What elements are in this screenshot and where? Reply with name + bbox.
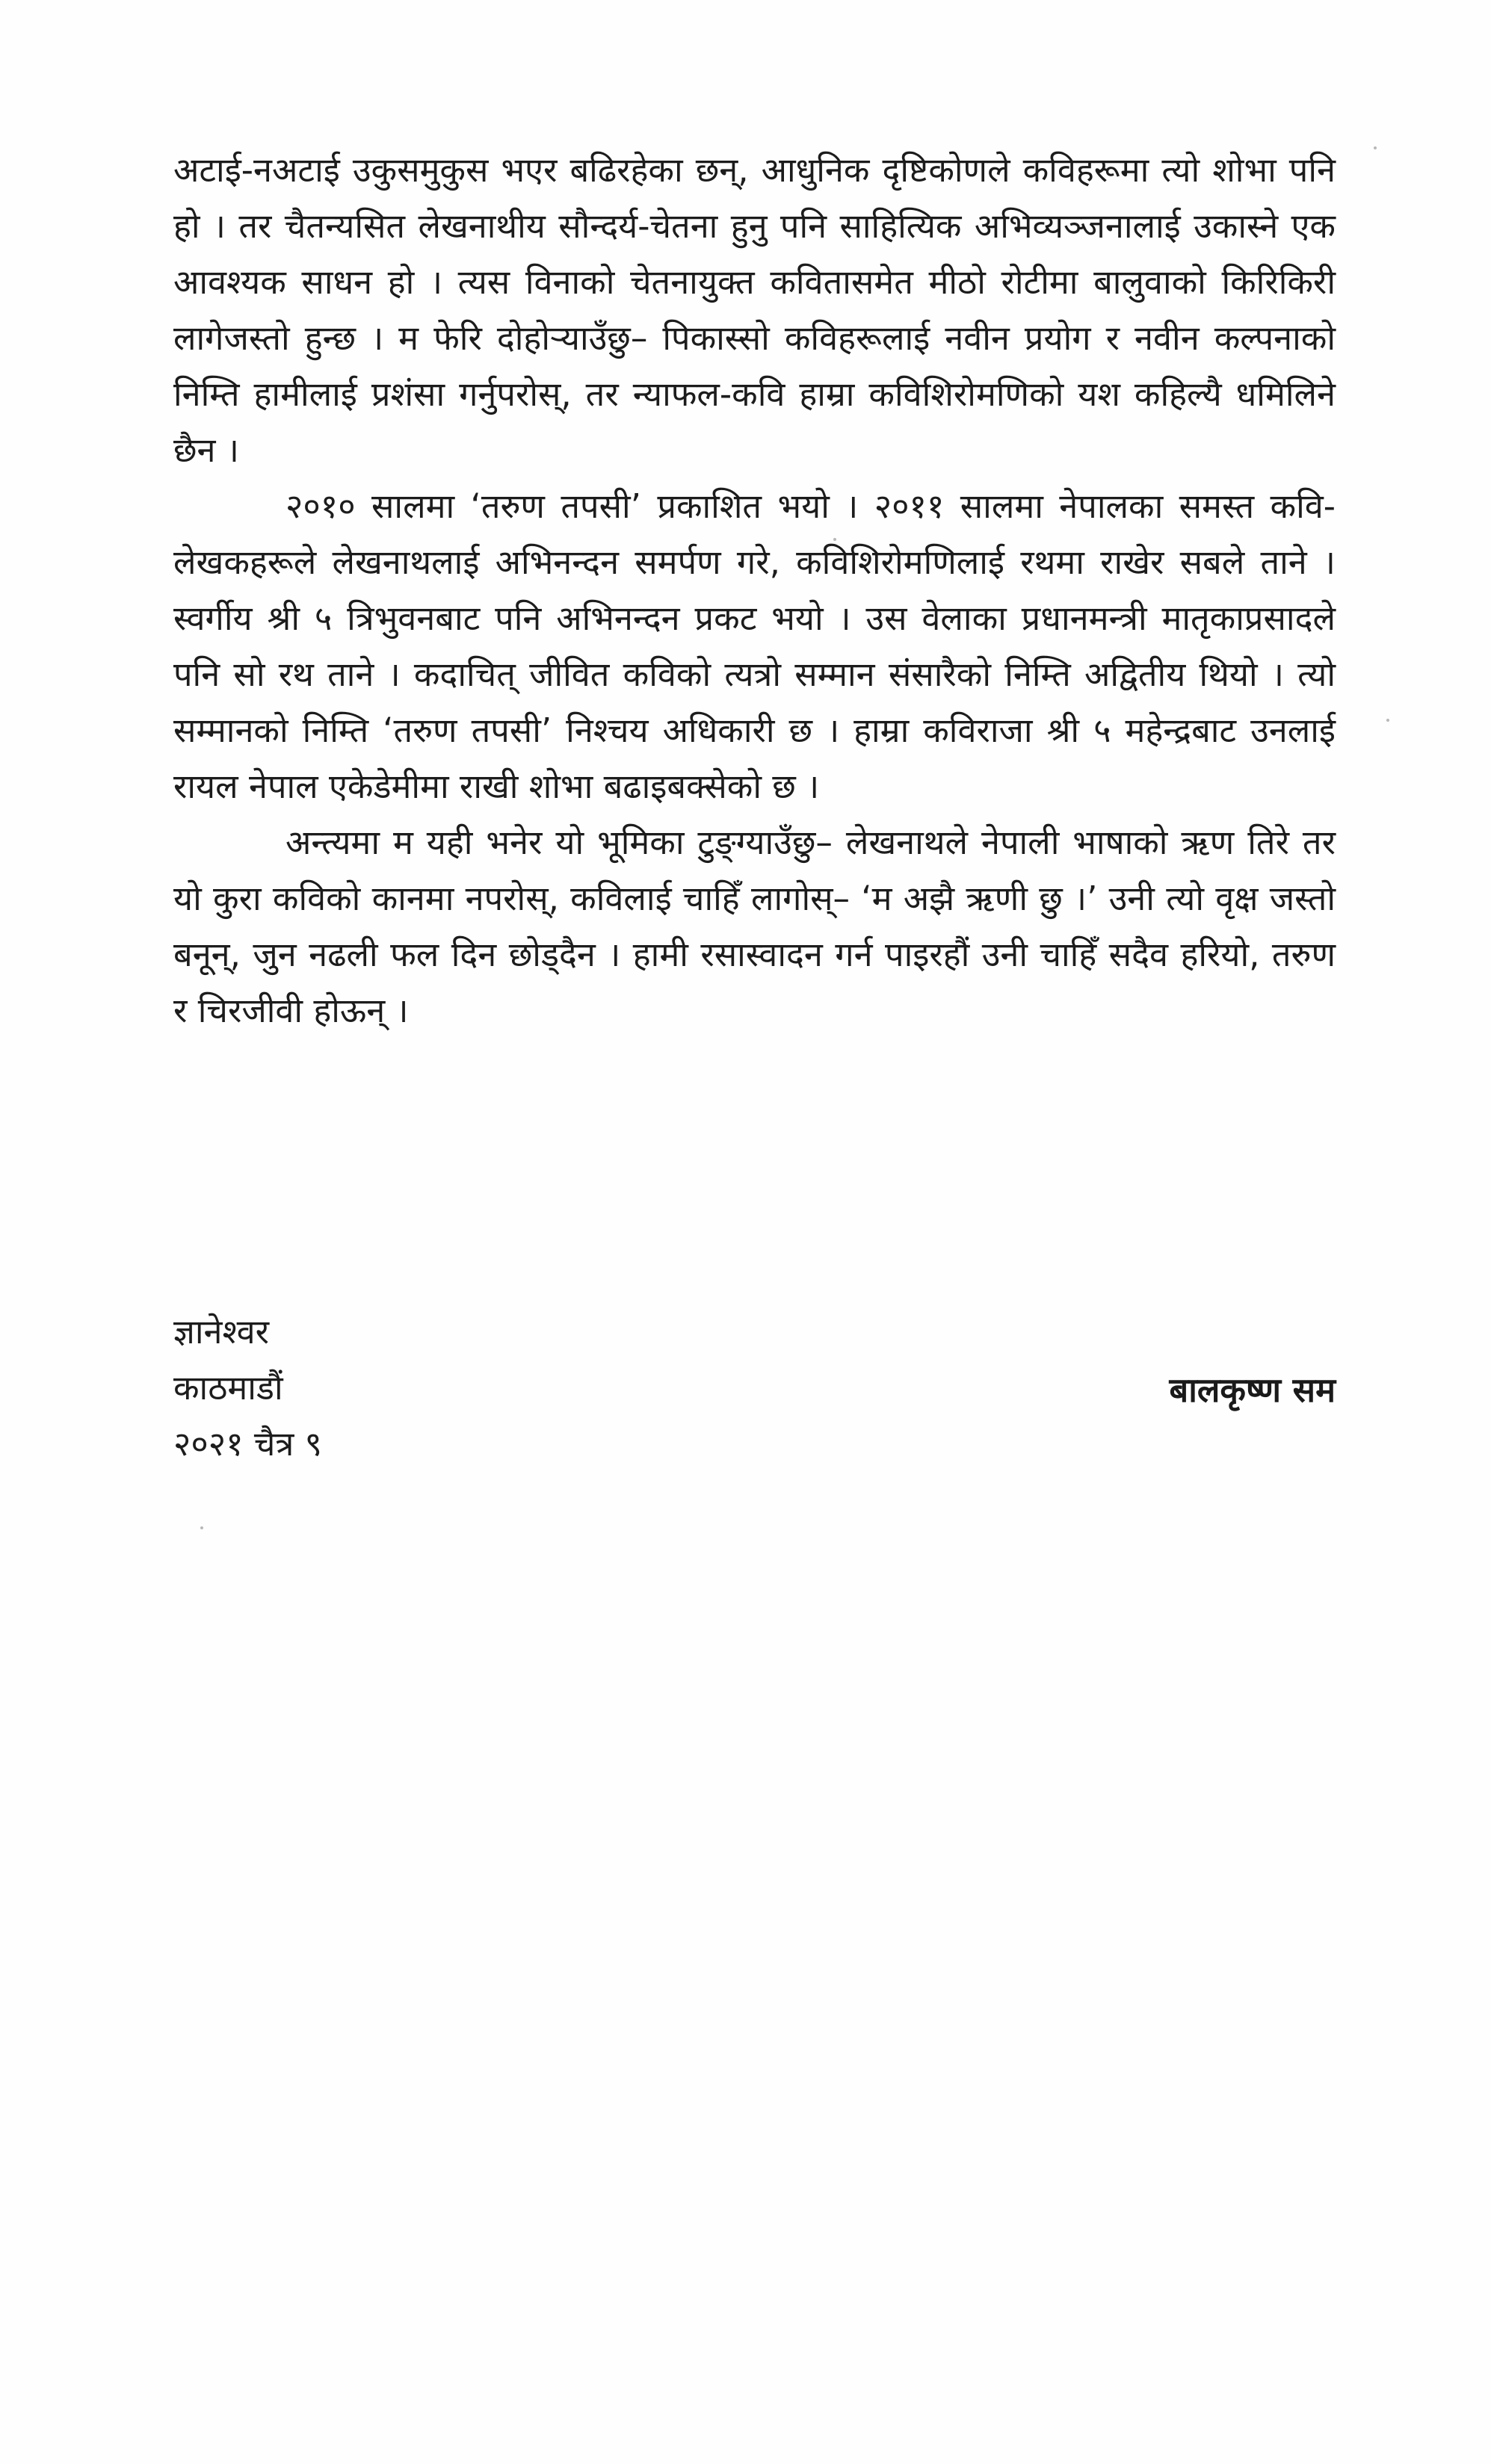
date: २०२१ चैत्र ९	[173, 1424, 323, 1464]
author-name: बालकृष्ण सम	[1169, 1370, 1336, 1410]
signature-place-date	[173, 1304, 322, 1472]
scan-speck	[833, 538, 836, 541]
signature-block	[173, 1304, 1336, 1498]
place-name: ज्ञानेश्वर	[173, 1312, 270, 1352]
paragraph-3: अन्त्यमा म यही भनेर यो भूमिका टुङ्ग्याउँछु– लेखनाथले नेपाली भाषाको ऋण तिरे तर यो कुरा कविको कानमा नपरोस्, कविलाई चाहिँ लागोस्– ‘म अझै ऋणी छु ।’ उनी त्यो वृक्ष जस्तो बनून्, जुन नढली फल दिन छोड्दैन । हामी रसास्वादन गर्न पाइरहौं उनी चाहिँ सदैव हरियो, तरुण र चिरजीवी होऊन् ।	[173, 823, 1336, 1030]
city: काठमाडौं	[173, 1368, 283, 1408]
scan-speck	[1374, 146, 1377, 149]
scan-speck	[1386, 719, 1389, 722]
paragraph-2: २०१० सालमा ‘तरुण तपसी’ प्रकाशित भयो । २०११ सालमा नेपालका समस्त कवि-लेखकहरूले लेखनाथलाई अभिनन्दन समर्पण गरे, कविशिरोमणिलाई रथमा राखेर सबले ताने । स्वर्गीय श्री ५ त्रिभुवनबाट पनि अभिनन्दन प्रकट भयो । उस वेलाका प्रधानमन्त्री मातृकाप्रसादले पनि सो रथ ताने । कदाचित् जीवित कविको त्यत्रो सम्मान संसारैको निम्ति अद्वितीय थियो । त्यो सम्मानको निम्ति ‘तरुण तपसी’ निश्चय अधिकारी छ । हाम्रा कविराजा श्री ५ महेन्द्रबाट उनलाई रायल नेपाल एकेडेमीमा राखी शोभा बढाइबक्सेको छ ।	[173, 486, 1336, 806]
scan-speck	[200, 1526, 203, 1529]
body-text	[173, 142, 1336, 1038]
paragraph-1: अटाई-नअटाई उकुसमुकुस भएर बढिरहेका छन्, आधुनिक दृष्टिकोणले कविहरूमा त्यो शोभा पनि हो । तर चैतन्यसित लेखनाथीय सौन्दर्य-चेतना हुनु पनि साहित्यिक अभिव्यञ्जनालाई उकास्ने एक आवश्यक साधन हो । त्यस विनाको चेतनायुक्त कवितासमेत मीठो रोटीमा बालुवाको किरिकिरी लागेजस्तो हुन्छ । म फेरि दोहोऱ्याउँछु– पिकास्सो कविहरूलाई नवीन प्रयोग र नवीन कल्पनाको निम्ति हामीलाई प्रशंसा गर्नुपरोस्, तर न्याफल-कवि हाम्रा कविशिरोमणिको यश कहिल्यै धमिलिने छैन ।	[173, 150, 1336, 470]
